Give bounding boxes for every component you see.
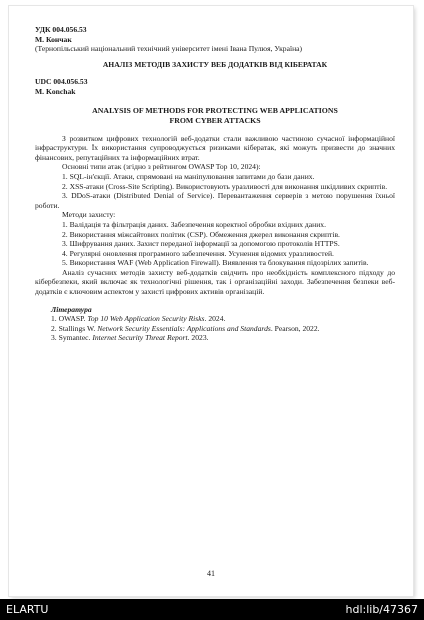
article-content bbox=[35, 25, 395, 343]
page-number: 41 bbox=[207, 569, 215, 578]
title-en-line2: FROM CYBER ATTACKS bbox=[169, 115, 261, 125]
document-page bbox=[9, 6, 413, 596]
reference-item: 1. OWASP. Top 10 Web Application Security Risks. 2024. bbox=[51, 314, 226, 324]
method-item: 1. Валідація та фільтрація даних. Забезпечення коректної обробки вхідних даних. bbox=[62, 219, 326, 229]
footer-repository-label: ELARTU bbox=[6, 603, 49, 616]
title-en bbox=[35, 106, 395, 126]
conclusion-paragraph: Аналіз сучасних методів захисту веб-додатків свідчить про необхідність комплексного підходу до кібербезпеки, який включає як технологічні рішення, так і організаційні заходи. Забезпечення безпеки веб-додатків є ключовим аспектом у захисті цифрових активів організацій. bbox=[35, 267, 395, 297]
intro-paragraph: З розвитком цифрових технологій веб-додатки стали важливою частиною сучасної інформаційної інфраструктури. Їх використання супроводжується ризиками кібератак, які можуть призвести до значних фінансових, репутаційних та інформаційних втрат. bbox=[35, 133, 395, 162]
reference-item: 2. Stallings W. Network Security Essentials: Applications and Standards. Pearson, 2022. bbox=[51, 323, 320, 333]
method-item: 5. Використання WAF (Web Application Firewall). Виявлення та блокування підозрілих запитів. bbox=[62, 258, 369, 268]
author-en: M. Konchak bbox=[35, 86, 76, 96]
udc-ua: УДК 004.056.53 bbox=[35, 25, 87, 34]
references-heading: Література bbox=[51, 304, 92, 314]
author-ua: М. Кончак bbox=[35, 34, 72, 44]
reference-item: 3. Symantec. Internet Security Threat Report. 2023. bbox=[51, 333, 209, 343]
method-item: 4. Регулярні оновлення програмного забезпечення. Усунення відомих уразливостей. bbox=[62, 248, 334, 258]
title-ua: АНАЛІЗ МЕТОДІВ ЗАХИСТУ ВЕБ ДОДАТКІВ ВІД КІБЕРАТАК bbox=[102, 59, 328, 69]
attacks-heading: Основні типи атак (згідно з рейтингом OWASP Top 10, 2024): bbox=[62, 162, 261, 172]
udc-en: UDC 004.056.53 bbox=[35, 77, 88, 87]
footer-bar bbox=[0, 599, 424, 620]
attack-item: 1. SQL-ін'єкції. Атаки, спрямовані на маніпулювання запитами до бази даних. bbox=[62, 171, 315, 181]
methods-heading: Методи захисту: bbox=[62, 210, 116, 220]
method-item: 3. Шифрування даних. Захист переданої інформації за допомогою протоколів HTTPS. bbox=[62, 239, 340, 249]
footer-handle-link[interactable]: hdl:lib/47367 bbox=[345, 603, 418, 616]
attack-item: 2. XSS-атаки (Cross-Site Scripting). Використовують уразливості для виконання шкідливих скриптів. bbox=[62, 181, 388, 191]
attack-item: 3. DDoS-атаки (Distributed Denial of Service). Перевантаження серверів з метою порушення їхньої роботи. bbox=[35, 191, 395, 210]
method-item: 2. Використання міжсайтових політик (CSP). Обмеження джерел виконання скриптів. bbox=[62, 229, 340, 239]
affiliation: (Тернопільський національний технічний університет імені Івана Пулюя, Україна) bbox=[35, 44, 303, 54]
title-en-line1: ANALYSIS OF METHODS FOR PROTECTING WEB APPLICATIONS bbox=[92, 105, 338, 115]
